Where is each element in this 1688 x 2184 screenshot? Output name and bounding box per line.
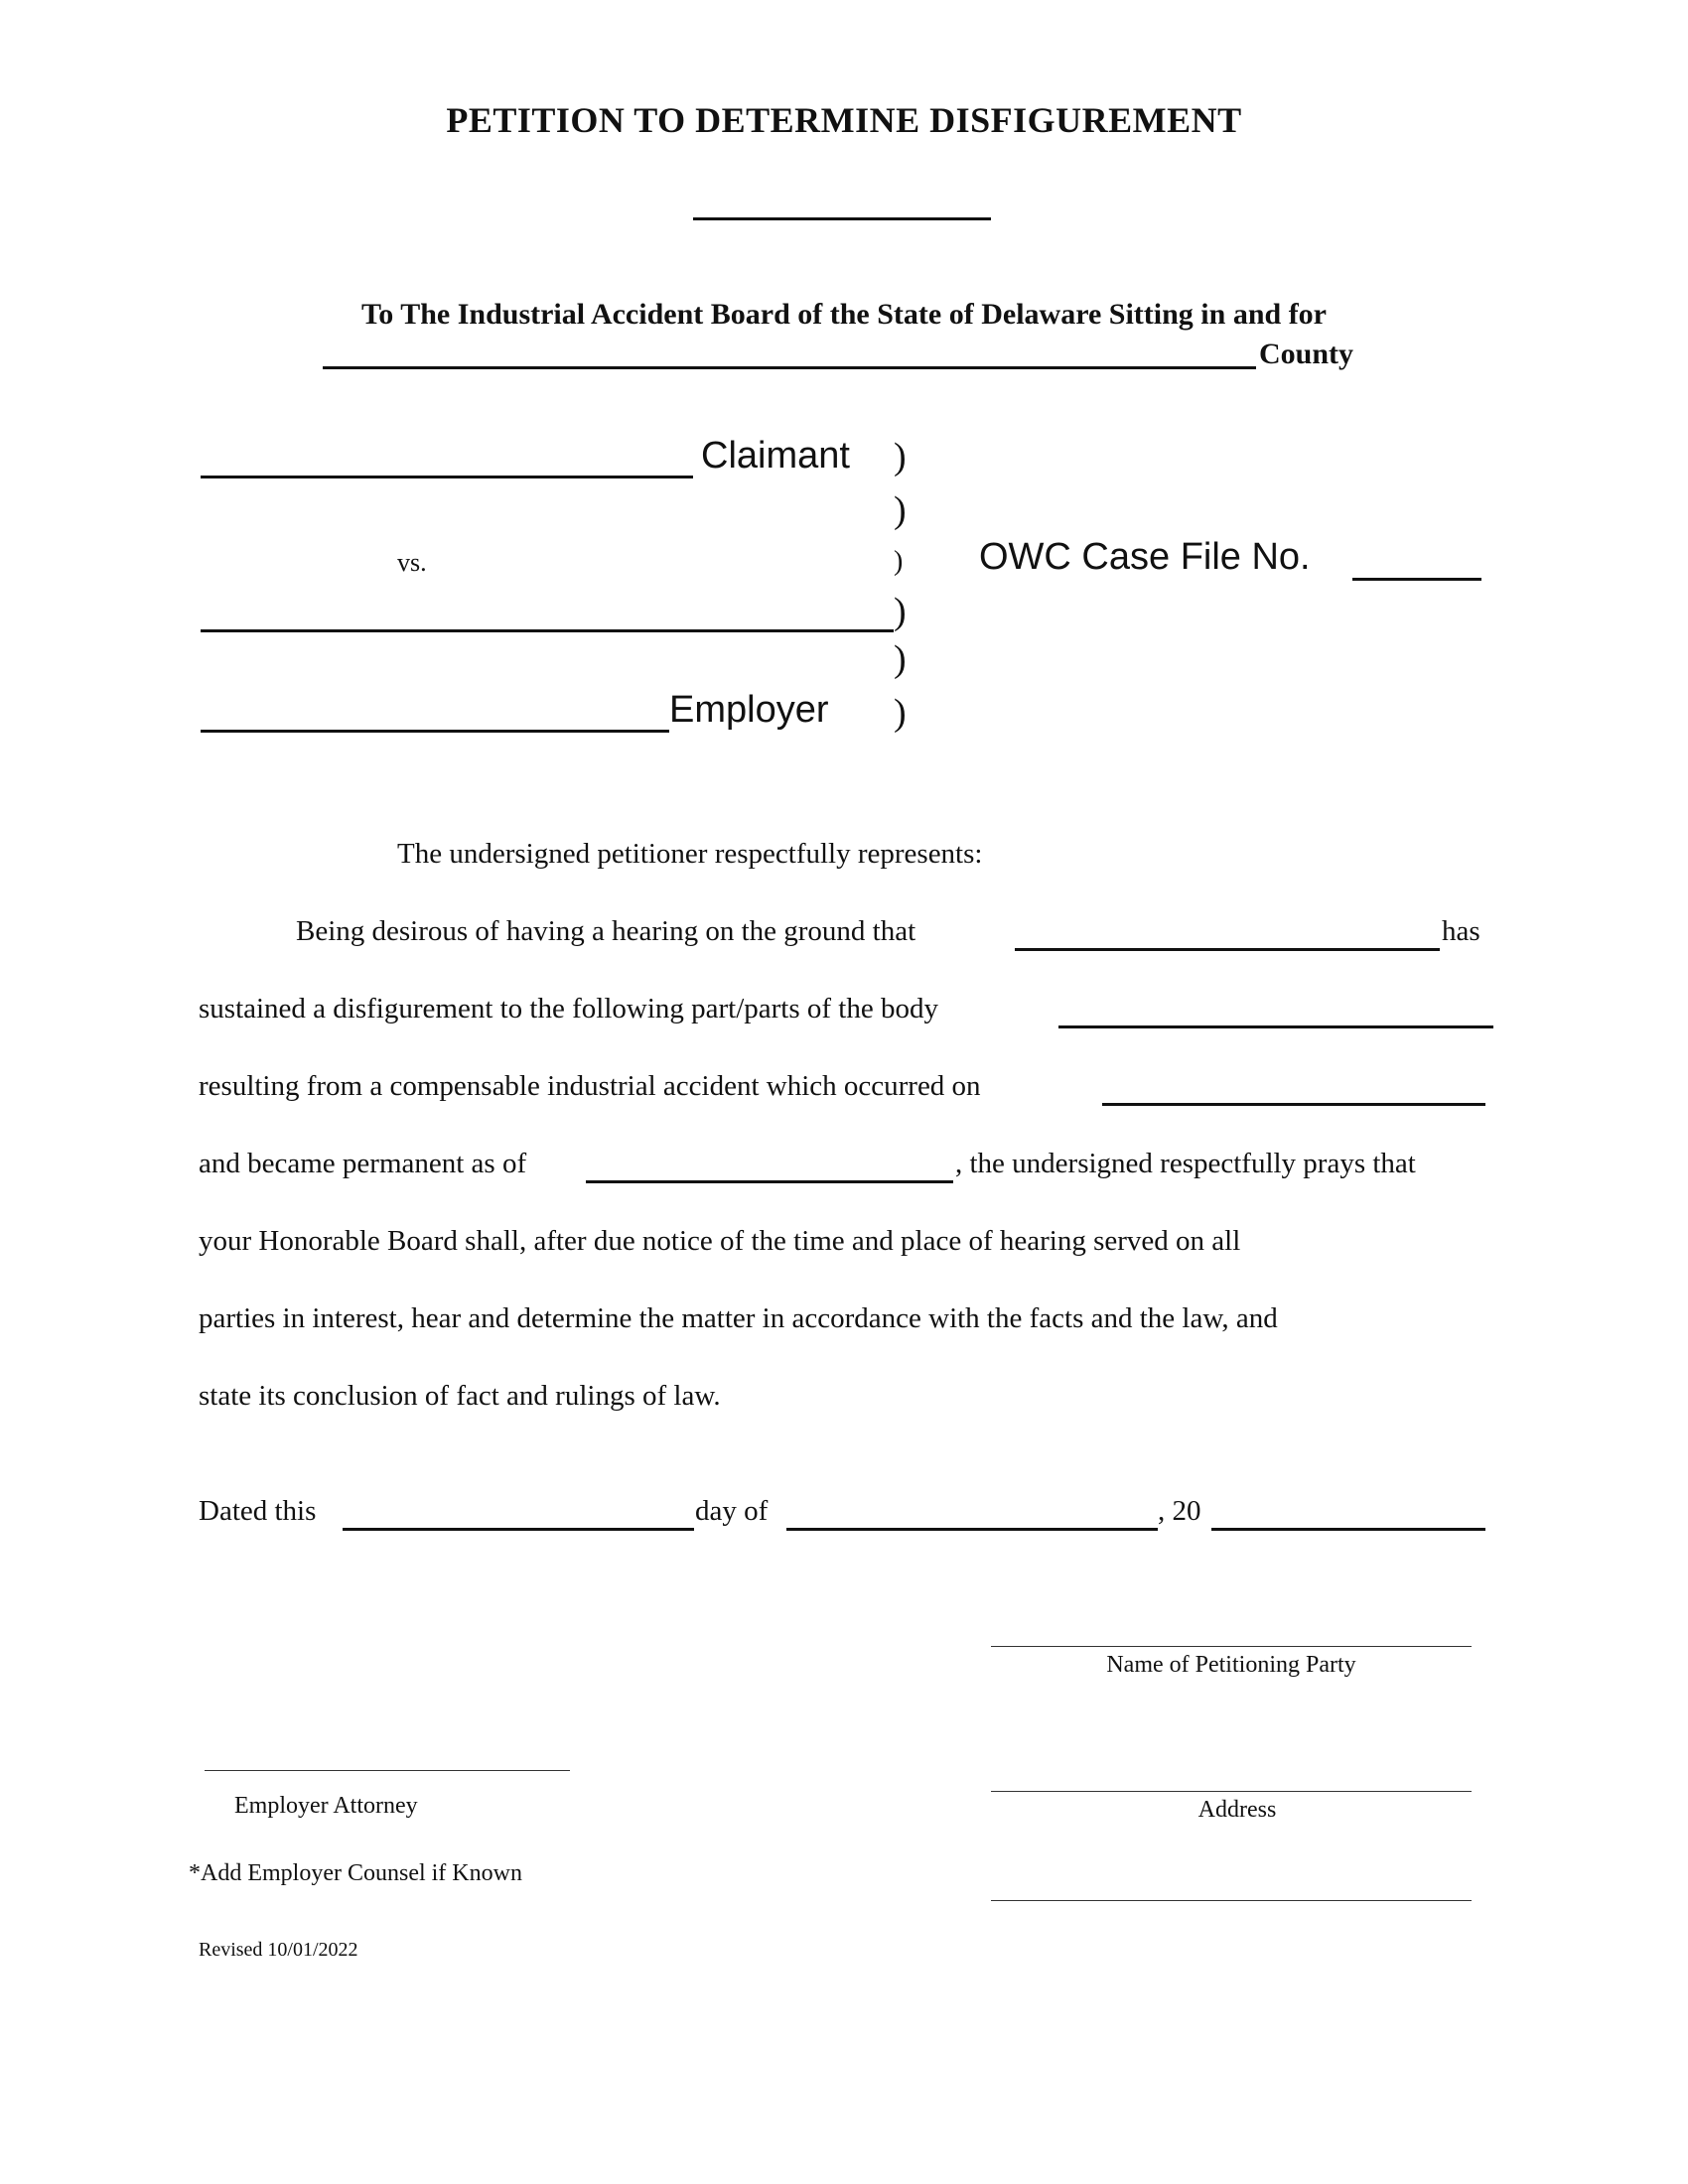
claimant-name-line[interactable] [201,476,693,478]
petitioning-party-label: Name of Petitioning Party [1106,1652,1356,1678]
body-parts-line[interactable] [1058,1025,1493,1028]
address-line-1[interactable] [991,1791,1472,1792]
caption-paren: ) [894,638,907,680]
case-file-number-line[interactable] [1352,578,1481,581]
board-heading: To The Industrial Accident Board of the State of Delaware Sitting in and for [361,298,1327,331]
employer-attorney-line[interactable] [205,1770,570,1771]
permanent-date-line[interactable] [586,1180,953,1183]
county-blank-line[interactable] [323,366,1256,369]
year-prefix-label: , 20 [1158,1495,1201,1527]
caption-paren: ) [894,436,907,478]
body-line-2: sustained a disfigurement to the following part/parts of the body [199,993,938,1024]
caption-paren: ) [894,692,907,734]
page-title: PETITION TO DETERMINE DISFIGUREMENT [446,100,1242,140]
body-line-1: Being desirous of having a hearing on the ground that [296,915,916,947]
body-line-4-end: , the undersigned respectfully prays that [955,1148,1416,1179]
address-line-2[interactable] [991,1900,1472,1901]
accident-date-line[interactable] [1102,1103,1485,1106]
month-line[interactable] [786,1528,1158,1531]
body-line-7: state its conclusion of fact and rulings of law. [199,1380,721,1412]
body-line-6: parties in interest, hear and determine the matter in accordance with the facts and the law, and [199,1302,1278,1334]
dated-this-label: Dated this [199,1495,317,1527]
body-line-5: your Honorable Board shall, after due notice of the time and place of hearing served on all [199,1225,1241,1257]
employer-attorney-label: Employer Attorney [234,1793,418,1819]
employer-name-line-2[interactable] [201,730,669,733]
claimant-label: Claimant [701,435,850,477]
address-label: Address [1197,1797,1277,1823]
county-label: County [1259,338,1354,370]
case-file-label: OWC Case File No. [979,536,1311,578]
employer-label: Employer [669,689,829,731]
docket-blank-line[interactable] [693,217,991,220]
body-line-3: resulting from a compensable industrial accident which occurred on [199,1070,981,1102]
body-line-1-end: has [1442,915,1480,947]
employer-name-line-1[interactable] [201,629,894,632]
year-line[interactable] [1211,1528,1485,1531]
vs-label: vs. [397,548,427,577]
day-line[interactable] [343,1528,694,1531]
counsel-note: *Add Employer Counsel if Known [189,1860,522,1886]
intro-text: The undersigned petitioner respectfully represents: [397,838,983,870]
caption-paren: ) [894,591,907,632]
revised-date: Revised 10/01/2022 [199,1939,358,1961]
caption-paren: ) [894,489,907,531]
injured-party-line[interactable] [1015,948,1440,951]
day-of-label: day of [695,1495,769,1527]
petitioning-party-signature-line[interactable] [991,1646,1472,1647]
caption-paren: ) [894,546,904,577]
body-line-4: and became permanent as of [199,1148,527,1179]
